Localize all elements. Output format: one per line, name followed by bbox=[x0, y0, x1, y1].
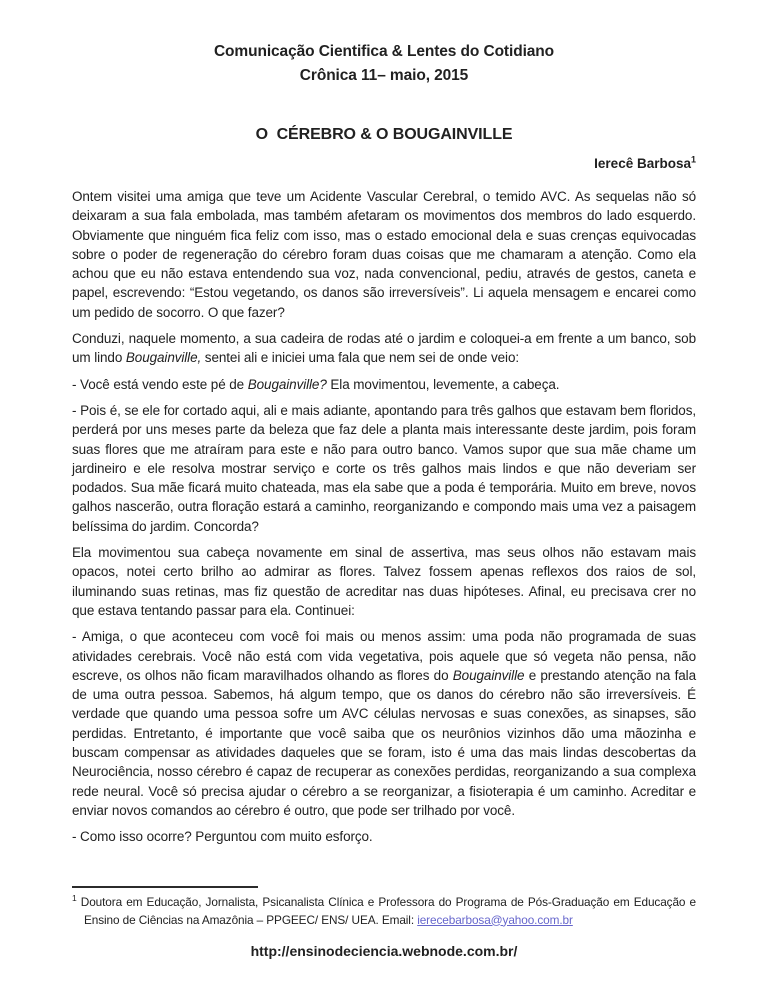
italic-text-run: Bougainville bbox=[452, 667, 525, 683]
text-run: Ontem visitei uma amiga que teve um Acidente Vascular Cerebral, o temido AVC. As sequelas não só deixaram a sua fala embolada, mas também afetaram os movimentos dos membros do lado esquerdo. Obviamente que ninguém fica feliz com isso, mas o estado emocional dela e suas crenças equivocadas sobre o poder de regeneração do cérebro foram duas coisas que me chamaram a atenção. Como ela achou que eu não estava entendendo sua voz, nada convencional, pediu, através de gestos, caneta e papel, escrevendo: “Estou vegetando, os danos são irreversíveis”. Li aquela mensagem e encarei como um pedido de socorro. O que fazer? bbox=[72, 189, 696, 320]
paragraph bbox=[72, 627, 696, 820]
paragraph bbox=[72, 543, 696, 620]
text-run: - Como isso ocorre? Perguntou com muito esforço. bbox=[72, 829, 373, 845]
paragraph bbox=[72, 187, 696, 322]
document-header-line2: Crônica 11– maio, 2015 bbox=[299, 67, 469, 84]
paragraph bbox=[72, 329, 696, 368]
article-body bbox=[72, 187, 696, 854]
footnote-block bbox=[72, 886, 696, 964]
text-run: Conduzi, naquele momento, a sua cadeira de rodas até o jardim e coloquei-a em frente a um banco, sob um lindo bbox=[72, 331, 696, 366]
paragraph bbox=[72, 827, 696, 846]
document-header-line1: Comunicação Cientifica & Lentes do Cotidiano bbox=[213, 43, 555, 60]
footnote-text: Doutora em Educação, Jornalista, Psicanalista Clínica e Professora do Programa de Pós-Graduação em Educação e Ensino de Ciências na Amazônia – PPGEEC/ ENS/ UEA. Email: bbox=[76, 895, 696, 927]
footnote-email-link[interactable]: ierecebarbosa@yahoo.com.br bbox=[417, 912, 573, 927]
text-run: Ela movimentou, levemente, a cabeça. bbox=[326, 376, 560, 392]
footnote-marker: 1 bbox=[72, 893, 77, 904]
article-title: O CÉREBRO & O BOUGAINVILLE bbox=[255, 126, 513, 143]
footnote bbox=[72, 894, 696, 929]
author-byline bbox=[72, 155, 696, 173]
text-run: - Você está vendo este pé de bbox=[72, 376, 248, 392]
text-run: - Amiga, o que aconteceu com você foi mais ou menos assim: uma poda não programada de suas atividades cerebrais. Você não está com vida vegetativa, pois aquele que só vegeta não pensa, não escreve, os olhos não ficam maravilhados olhando as flores do bbox=[72, 629, 696, 683]
italic-text-run: Bougainville, bbox=[125, 350, 202, 366]
paragraph bbox=[72, 375, 696, 394]
footer-url: http://ensinodeciencia.webnode.com.br/ bbox=[250, 943, 518, 959]
text-run: sentei ali e iniciei uma fala que nem sei de onde veio: bbox=[201, 350, 520, 366]
text-run: - Pois é, se ele for cortado aqui, ali e mais adiante, apontando para três galhos que estavam bem floridos, perderá por uns meses parte da beleza que faz dele a planta mais interessante deste jardim, pois foram suas flores que me atraíram para este e não para outro banco. Vamos supor que sua mãe chame um jardineiro e ele resolva mostrar serviço e corte os três galhos mais lindos e que não deveriam ser podados. Sua mãe ficará muito chateada, mas ela sabe que a poda é temporária. Muito em breve, novos galhos nascerão, outra floração estará a caminho, reorganizando e compondo mais uma vez a paisagem belíssima do jardim. Concorda? bbox=[72, 402, 696, 534]
author-footnote-ref: 1 bbox=[690, 154, 696, 165]
text-run: e prestando atenção na fala de uma outra pessoa. Sabemos, há algum tempo, que os danos do cérebro não são irreversíveis. É verdade que quando uma pessoa sofre um AVC células nervosas e suas conexões, as sinapses, são perdidas. Entretanto, é importante que você saiba que os neurônios vizinhos dão uma mãozinha e buscam compensar as atividades daqueles que se foram, isto é uma das mais lindas descobertas da Neurociência, nosso cérebro é capaz de recuperar as conexões perdidas, reorganizando a sua complexa rede neural. Você só precisa ajudar o cérebro a se reorganizar, a fisioterapia é um caminho. Acreditar e enviar novos comandos ao cérebro é outro, que pode ser trilhado por você. bbox=[72, 667, 696, 818]
text-run: Ela movimentou sua cabeça novamente em sinal de assertiva, mas seus olhos não estavam mais opacos, notei certo brilho ao admirar as flores. Talvez fossem apenas reflexos dos raios de sol, iluminando suas retinas, mas fiz questão de acreditar nas duas hipóteses. Afinal, eu precisava crer no que estava tentando passar para ela. Continuei: bbox=[72, 545, 696, 618]
footnote-separator bbox=[72, 886, 258, 888]
paragraph bbox=[72, 401, 696, 536]
author-name: Ierecê Barbosa bbox=[594, 156, 691, 171]
document-header bbox=[72, 40, 696, 88]
italic-text-run: Bougainville? bbox=[247, 376, 327, 392]
